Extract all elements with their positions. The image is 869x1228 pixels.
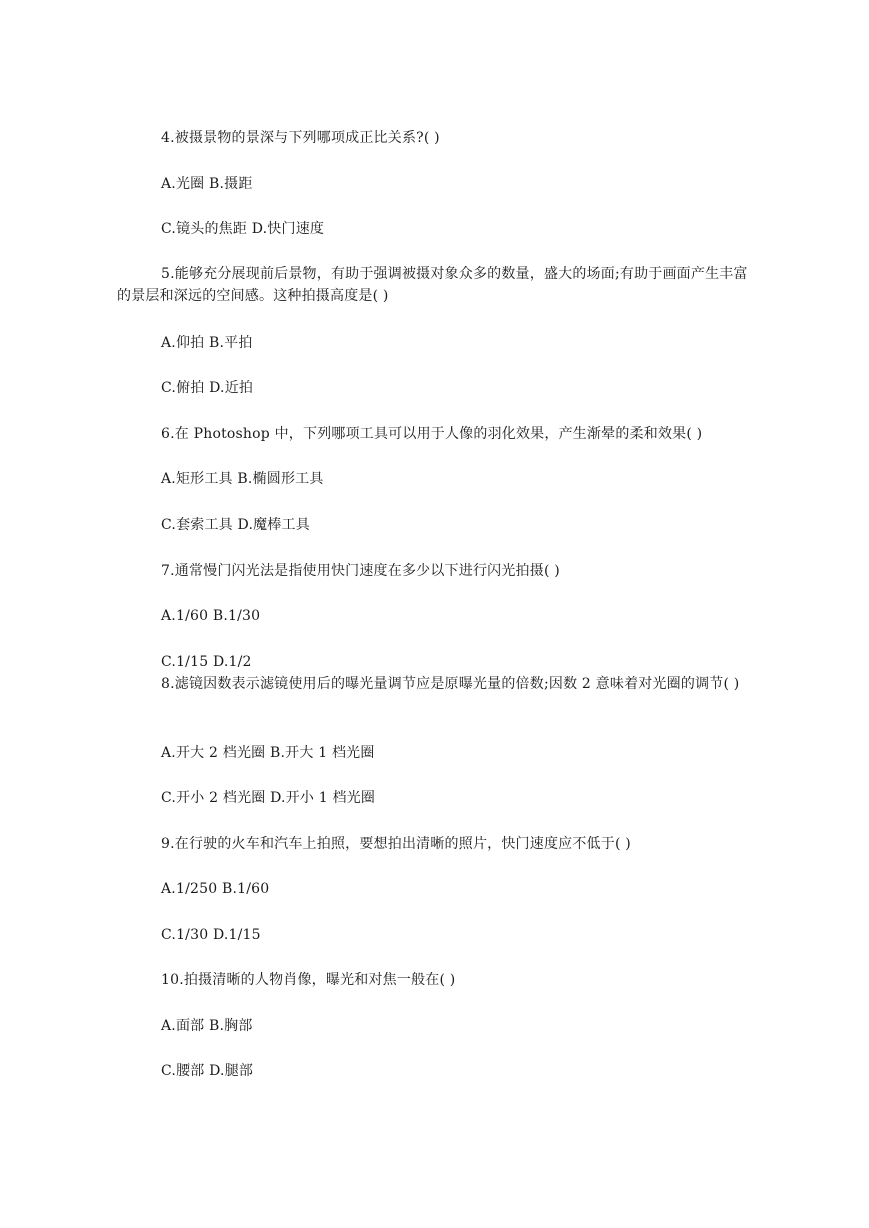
question-6-options-cd: C.套索工具 D.魔棒工具 xyxy=(161,517,310,533)
question-10-options-ab: A.面部 B.胸部 xyxy=(161,1018,253,1034)
question-10-stem: 10.拍摄清晰的人物肖像，曝光和对焦一般在( ) xyxy=(161,972,456,988)
question-8-stem: 8.滤镜因数表示滤镜使用后的曝光量调节应是原曝光量的倍数;因数 2 意味着对光圈的调节( ) xyxy=(161,676,740,692)
question-6-options-ab: A.矩形工具 B.椭圆形工具 xyxy=(161,471,324,487)
question-8-options-cd: C.开小 2 档光圈 D.开小 1 档光圈 xyxy=(161,790,376,806)
question-6-stem: 6.在 Photoshop 中，下列哪项工具可以用于人像的羽化效果，产生渐晕的柔和效果( ) xyxy=(161,426,703,442)
question-8-options-ab: A.开大 2 档光圈 B.开大 1 档光圈 xyxy=(161,745,375,761)
question-9-options-ab: A.1/250 B.1/60 xyxy=(161,881,270,897)
question-5-options-ab: A.仰拍 B.平拍 xyxy=(161,335,253,351)
question-10-options-cd: C.腰部 D.腿部 xyxy=(161,1063,254,1079)
question-7-options-cd: C.1/15 D.1/2 xyxy=(161,654,252,670)
question-5-stem: 5.能够充分展现前后景物，有助于强调被摄对象众多的数量，盛大的场面;有助于画面产生丰富的景层和深远的空间感。这种拍摄高度是( ) xyxy=(117,266,748,304)
question-9-options-cd: C.1/30 D.1/15 xyxy=(161,927,261,943)
question-4-options-ab: A.光圈 B.摄距 xyxy=(161,176,253,192)
question-9-stem: 9.在行驶的火车和汽车上拍照，要想拍出清晰的照片，快门速度应不低于( ) xyxy=(161,836,631,852)
question-7-options-ab: A.1/60 B.1/30 xyxy=(161,608,261,624)
question-4-options-cd: C.镜头的焦距 D.快门速度 xyxy=(161,221,325,237)
question-7-stem: 7.通常慢门闪光法是指使用快门速度在多少以下进行闪光拍摄( ) xyxy=(161,563,560,579)
question-4-stem: 4.被摄景物的景深与下列哪项成正比关系?( ) xyxy=(161,130,440,146)
question-5-options-cd: C.俯拍 D.近拍 xyxy=(161,380,254,396)
